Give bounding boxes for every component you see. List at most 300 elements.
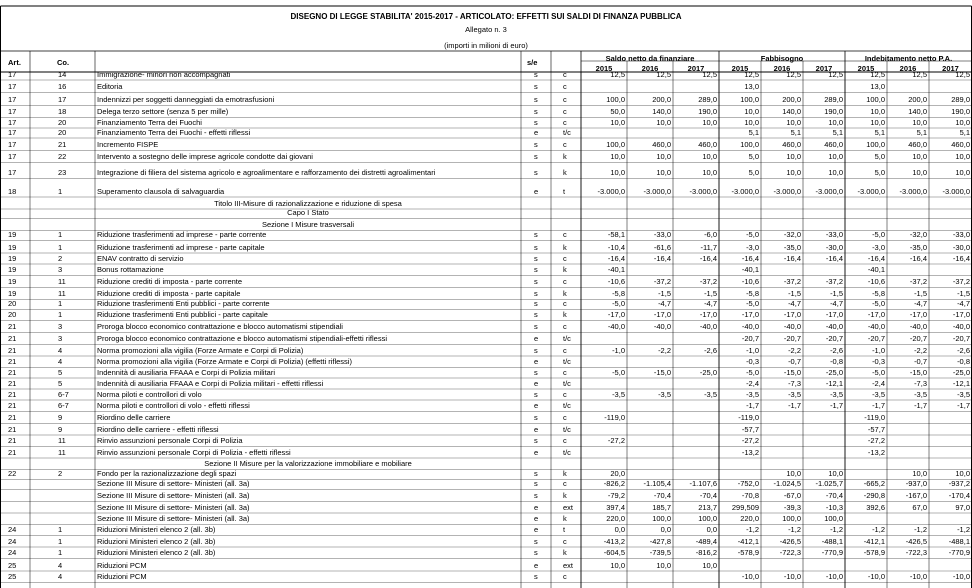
row-value: -27,2 [867,436,885,445]
row-description: Incremento FISPE [97,140,159,149]
row-value: -70,4 [699,491,717,500]
row-value: 100,0 [606,95,625,104]
row-description: Riduzioni Ministeri elenco 2 (all. 3b) [97,525,216,534]
row-value: -412,1 [737,536,759,546]
row-value: 299,509 [731,502,759,512]
row-value: -57,7 [741,424,759,434]
row-value: 12,5 [870,69,885,79]
row-se: s [534,277,538,286]
row-value: -27,2 [607,436,625,445]
row-art: 22 [8,469,17,478]
row-se: s [534,265,538,274]
row-art: 21 [8,322,17,331]
row-type: k [563,548,567,557]
row-co: 9 [58,413,63,422]
row-value: 10,0 [870,107,885,116]
row-value: -1,0 [872,345,885,355]
row-co: 1 [58,310,63,319]
row-value: -3.000,0 [942,186,970,196]
row-value: -25,0 [952,367,970,377]
row-art: 17 [8,107,17,116]
row-value: -17,0 [867,310,885,319]
row-description: Proroga blocco economico contrattazione e blocco automatismi stipendiali [97,322,343,331]
row-value: -426,5 [905,536,927,546]
row-value: -4,7 [658,299,671,308]
row-type: ext [563,502,574,512]
row-value: -40,0 [699,322,717,331]
row-value: 10,0 [912,168,927,177]
row-value: -4,7 [914,299,927,308]
row-value: -17,0 [607,310,625,319]
row-value: -5,0 [746,230,759,239]
row-type: c [563,536,567,546]
row-value: -1,7 [957,401,970,410]
row-value: 460,0 [908,140,927,149]
row-co: 4 [58,572,63,581]
year-header: 2015 [857,64,875,73]
row-type: c [563,322,567,331]
row-type: c [563,230,567,239]
row-value: -3,5 [788,389,801,399]
row-value: -5,8 [872,289,885,298]
row-se: s [534,253,538,263]
row-value: 100,0 [866,95,885,104]
row-se: e [534,525,539,534]
year-header: 2017 [815,64,833,73]
row-value: -17,0 [653,310,671,319]
row-value: -10,0 [952,572,970,581]
row-value: 190,0 [951,107,970,116]
row-value: 5,1 [959,127,970,137]
row-value: 460,0 [824,140,843,149]
row-value: -3.000,0 [731,186,759,196]
row-value: 100,0 [866,140,885,149]
row-value: -40,1 [607,265,625,274]
row-se: s [534,117,538,127]
row-art: 20 [8,299,17,308]
row-value: -10,4 [607,242,625,252]
row-value: -937,2 [948,479,970,488]
row-co: 11 [58,436,66,445]
row-value: -10,3 [825,502,843,512]
year-header: 2016 [641,64,659,73]
row-description: Delega terzo settore (senza 5 per mille) [97,107,229,116]
row-description: Norma promozioni alla vigilia (Forze Armate e Corpi di Polizia) [97,345,304,355]
row-art: 17 [8,140,17,149]
row-value: -119,0 [604,413,625,422]
row-value: -32,0 [783,230,801,239]
row-value: 10,0 [912,117,927,127]
row-description: Bonus rottamazione [97,265,164,274]
row-art: 18 [8,186,17,196]
row-co: 22 [58,152,67,161]
row-value: -16,4 [653,253,671,263]
row-value: 10,0 [744,117,759,127]
row-value: -0,3 [746,357,759,366]
row-se: s [534,168,538,177]
row-type: c [563,69,567,79]
row-se: s [534,389,538,399]
row-co: 3 [58,334,63,343]
row-se: s [534,82,538,91]
row-value: -79,2 [607,491,625,500]
row-description: Riordino delle carriere [97,413,171,422]
row-value: -5,0 [872,299,885,308]
row-type: t/c [563,357,571,366]
row-value: 190,0 [698,107,717,116]
row-value: -3.000,0 [689,186,717,196]
row-value: -10,0 [825,572,843,581]
row-description: Riduzioni Ministeri elenco 2 (all. 3b) [97,536,216,546]
row-value: -1,2 [830,525,843,534]
row-value: 10,0 [786,469,801,478]
row-value: -5,0 [872,230,885,239]
row-value: -70,4 [825,491,843,500]
row-art: 25 [8,572,17,581]
row-value: 460,0 [951,140,970,149]
row-description: Indennità di ausiliaria FFAAA e Corpi di Polizia militari - effetti riflessi [97,378,324,388]
row-co: 11 [58,447,66,457]
row-value: 140,0 [908,107,927,116]
row-co: 20 [58,117,67,127]
row-value: -27,2 [741,436,759,445]
row-value: -119,0 [864,413,885,422]
row-value: -1,7 [914,401,927,410]
row-value: -13,2 [741,447,759,457]
row-value: 10,0 [912,152,927,161]
row-type: c [563,413,567,422]
row-value: -17,0 [783,310,801,319]
row-se: s [534,536,538,546]
row-description: Finanziamento Terra dei Fuochi [97,117,202,127]
row-value: -25,0 [699,367,717,377]
row-value: 5,1 [832,127,843,137]
year-header: 2015 [595,64,613,73]
row-value: 10,0 [656,152,671,161]
row-se: e [534,127,539,137]
row-type: k [563,310,567,319]
row-value: -70,8 [741,491,759,500]
row-value: 10,0 [656,117,671,127]
row-value: 460,0 [698,140,717,149]
row-art: 21 [8,334,17,343]
row-value: 10,0 [786,117,801,127]
row-value: 10,0 [702,560,717,570]
row-value: -35,0 [909,242,927,252]
row-value: -5,0 [746,299,759,308]
row-value: -20,7 [741,334,759,343]
row-value: -752,0 [737,479,759,488]
row-value: -16,4 [741,253,759,263]
row-value: -1,0 [746,345,759,355]
row-value: 0,0 [614,525,625,534]
row-value: -0,7 [788,357,801,366]
row-value: 10,0 [702,152,717,161]
row-value: 5,1 [916,127,927,137]
year-header: 2015 [731,64,749,73]
row-description: Riduzione trasferimenti Enti pubblici - parte capitale [97,310,268,319]
row-description: Riduzioni Ministeri elenco 2 (all. 3b) [97,548,216,557]
row-type: k [563,491,567,500]
row-description: Editoria [97,82,123,91]
row-value: 10,0 [955,152,970,161]
row-value: -4,7 [788,299,801,308]
row-type: t/c [563,424,571,434]
row-value: 220,0 [740,514,759,523]
row-value: -20,7 [867,334,885,343]
row-value: 13,0 [870,82,885,91]
row-value: 10,0 [610,560,625,570]
row-description: Riduzione trasferimenti Enti pubblici - parte corrente [97,299,270,308]
row-value: 5,1 [748,127,759,137]
row-description: Sezione III Misure di settore- Ministeri (all. 3a) [97,514,250,523]
row-value: -40,0 [741,322,759,331]
row-value: 10,0 [955,469,970,478]
row-value: -578,9 [863,548,885,557]
row-value: -770,9 [821,548,843,557]
row-value: -2,2 [788,345,801,355]
row-co: 2 [58,469,63,478]
row-value: -1,5 [704,289,717,298]
row-se: s [534,95,538,104]
row-value: -3,5 [658,389,671,399]
row-value: -7,3 [914,378,927,388]
row-description: Riduzione crediti di imposta - parte corrente [97,277,243,286]
row-value: -119,0 [738,413,759,422]
row-se: e [534,447,539,457]
row-value: -10,0 [909,572,927,581]
group-header-indebitamento: Indebitamento netto P.A. [864,54,953,63]
row-value: -40,0 [607,322,625,331]
row-value: -0,3 [872,357,885,366]
row-value: 200,0 [908,95,927,104]
row-co: 5 [58,367,63,377]
row-value: -17,0 [952,310,970,319]
row-value: -35,0 [783,242,801,252]
row-co: 14 [58,69,67,79]
row-value: 397,4 [606,502,625,512]
row-type: c [563,253,567,263]
row-value: 460,0 [652,140,671,149]
row-art: 21 [8,357,17,366]
row-value: 10,0 [656,560,671,570]
row-art: 19 [8,277,17,286]
row-description: Finanziamento Terra dei Fuochi - effetti riflessi [97,127,251,137]
row-value: -2,6 [830,345,843,355]
row-value: -3.000,0 [643,186,671,196]
row-art: 21 [8,424,17,434]
row-co: 6-7 [58,401,69,410]
row-co: 9 [58,424,63,434]
row-art: 17 [8,69,17,79]
row-value: -0,8 [830,357,843,366]
row-art: 21 [8,436,17,445]
row-value: -427,8 [649,536,671,546]
row-art: 20 [8,310,17,319]
row-value: 190,0 [824,107,843,116]
row-art: 17 [8,152,17,161]
row-type: c [563,117,567,127]
row-value: -33,0 [653,230,671,239]
row-value: -722,3 [779,548,801,557]
row-se: s [534,289,538,298]
row-value: 100,0 [740,95,759,104]
row-value: -1.105,4 [643,479,671,488]
year-header: 2017 [942,64,959,73]
row-description: Norma promozioni alla vigilia (Forze Armate e Corpi di Polizia) (effetti riflessi) [97,357,352,366]
row-value: -1.107,6 [689,479,717,488]
row-value: -412,1 [863,536,885,546]
row-value: -58,1 [607,230,625,239]
row-se: e [534,357,539,366]
row-value: -739,5 [649,548,671,557]
row-value: -40,0 [952,322,970,331]
row-value: 220,0 [606,514,625,523]
row-value: -1,5 [914,289,927,298]
row-value: -826,2 [603,479,625,488]
row-co: 20 [58,127,67,137]
row-co: 4 [58,357,63,366]
row-value: 289,0 [951,95,970,104]
row-value: -20,7 [783,334,801,343]
row-type: t/c [563,447,571,457]
row-value: 100,0 [782,514,801,523]
row-value: -3.000,0 [857,186,885,196]
row-value: 100,0 [824,514,843,523]
row-value: -4,7 [704,299,717,308]
row-se: s [534,310,538,319]
row-value: -1,7 [788,401,801,410]
group-header-fabbisogno: Fabbisogno [760,54,804,63]
units-note: (importi in milioni di euro) [444,41,528,50]
row-value: 5,1 [874,127,885,137]
row-value: 10,0 [744,107,759,116]
row-value: -15,0 [653,367,671,377]
row-value: 185,7 [652,502,671,512]
row-value: -17,0 [825,310,843,319]
row-value: -37,2 [952,277,970,286]
row-art: 21 [8,447,17,457]
row-value: -290,8 [863,491,885,500]
row-value: -10,0 [741,572,759,581]
row-art: 17 [8,117,17,127]
row-value: -5,8 [612,289,625,298]
row-type: t/c [563,378,571,388]
row-description: Riordino delle carriere - effetti riflessi [97,424,219,434]
row-value: -25,0 [825,367,843,377]
row-value: -37,2 [653,277,671,286]
row-co: 3 [58,265,63,274]
row-value: -33,0 [825,230,843,239]
row-value: -1.024,5 [773,479,801,488]
row-value: 460,0 [782,140,801,149]
row-co: 11 [58,277,66,286]
col-header-art: Art. [8,58,21,67]
row-value: -40,0 [783,322,801,331]
row-se: s [534,367,538,377]
row-value: 289,0 [698,95,717,104]
row-value: -1,0 [612,345,625,355]
row-value: 5,0 [874,168,885,177]
row-se: s [534,230,538,239]
row-description: Rinvio assunzioni personale Corpi di Polizia [97,436,243,445]
row-art: 21 [8,367,17,377]
row-value: -17,0 [741,310,759,319]
row-se: s [534,469,538,478]
row-value: 10,0 [955,168,970,177]
row-value: -488,1 [948,536,970,546]
row-value: 12,5 [702,69,717,79]
row-value: -13,2 [867,447,885,457]
row-co: 1 [58,548,63,557]
row-value: -40,0 [867,322,885,331]
row-value: -1,2 [746,525,759,534]
row-type: c [563,436,567,445]
row-value: -67,0 [783,491,801,500]
row-value: -604,5 [603,548,625,557]
row-value: -12,1 [825,378,843,388]
row-value: -10,6 [607,277,625,286]
row-value: -12,1 [952,378,970,388]
row-description: Rinvio assunzioni personale Corpi di Polizia - effetti riflessi [97,447,291,457]
row-value: -37,2 [699,277,717,286]
row-description: Riduzione trasferimenti ad imprese - parte corrente [97,230,267,239]
row-se: e [534,560,539,570]
row-type: c [563,82,567,91]
row-value: 12,5 [610,69,625,79]
row-art: 24 [8,548,17,557]
row-value: 10,0 [786,168,801,177]
row-se: e [534,424,539,434]
row-art: 19 [8,265,17,274]
row-value: -15,0 [783,367,801,377]
row-type: t/c [563,401,571,410]
document-subtitle: Allegato n. 3 [465,25,507,34]
row-value: 10,0 [702,117,717,127]
row-value: -70,4 [653,491,671,500]
row-value: -16,4 [825,253,843,263]
row-value: 10,0 [786,152,801,161]
row-value: -37,2 [783,277,801,286]
row-co: 16 [58,82,67,91]
row-value: -167,0 [905,491,927,500]
group-header-saldo: Saldo netto da finanziare [605,54,695,63]
row-art: 17 [8,127,17,137]
row-value: 200,0 [652,95,671,104]
row-value: -16,4 [607,253,625,263]
row-se: s [534,242,538,252]
row-value: -10,0 [783,572,801,581]
row-description: Riduzione trasferimenti ad imprese - parte capitale [97,242,265,252]
row-type: k [563,152,567,161]
row-value: 140,0 [782,107,801,116]
row-art: 19 [8,242,17,252]
row-value: -5,0 [612,367,625,377]
row-value: -3,5 [830,389,843,399]
row-co: 1 [58,299,63,308]
section-heading: Titolo III-Misure di razionalizzazione e riduzione di spesa [214,198,402,208]
row-value: -578,9 [737,548,759,557]
row-type: t/c [563,334,571,343]
row-se: e [534,514,539,523]
row-value: -2,4 [746,378,759,388]
row-art: 19 [8,253,17,263]
row-value: -1,2 [788,525,801,534]
row-value: -2,6 [704,345,717,355]
row-description: Sezione III Misure di settore- Ministeri (all. 3a) [97,491,250,500]
row-value: -1.025,7 [815,479,843,488]
row-se: s [534,548,538,557]
